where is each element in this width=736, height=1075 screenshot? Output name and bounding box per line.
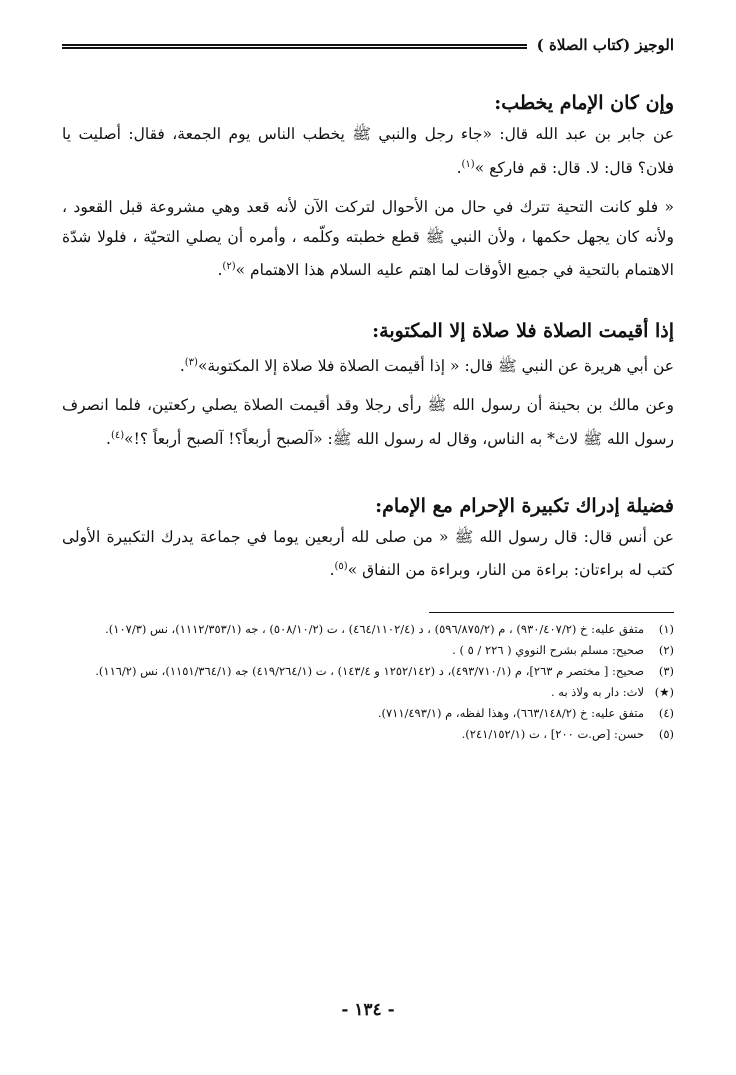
footnote-number: (٣) xyxy=(658,663,674,678)
footnote xyxy=(62,724,674,745)
footnote-ref: (١) xyxy=(461,158,475,170)
running-head xyxy=(62,30,674,60)
footnote-number: (٢) xyxy=(658,642,674,657)
footnote-text: متفق عليه: خ (٩٣٠/٤٠٧/٢) ، م (٥٩٦/٨٧٥/٢) ، د (٤٦٤/١١٠٢/٤) ، ت (٥٠٨/١٠/٢) ، جه (١١١٢/٣٥٣/١)، نس (١٠٧/٣). xyxy=(105,621,644,636)
footnote xyxy=(62,640,674,661)
footnote-ref: (٣) xyxy=(184,356,198,368)
footnotes xyxy=(62,619,674,745)
paragraph-text: عن أبي هريرة عن النبي ﷺ قال: « إذا أقيمت الصلاة فلا صلاة إلا المكتوبة» xyxy=(197,356,674,375)
footnote-text: لاث: دار به ولاذ به . xyxy=(550,684,644,699)
hadith-paragraph: عن أنس قال: قال رسول الله ﷺ « من صلى لله أربعين يوما في جماعة يدرك التكبيرة الأولى كتب له براءتان: براءة من النار، وبراءة من النفاق »$^{(٥)}$. xyxy=(62,527,674,580)
footnote xyxy=(62,703,674,724)
footnote-text: صحيح: مسلم بشرح النووي ( ٢٢٦ / ٥ ) . xyxy=(452,642,644,657)
section-title: فضيلة إدراك تكبيرة الإحرام مع الإمام: xyxy=(375,494,674,517)
header-rule xyxy=(62,44,527,49)
footnote-text: متفق عليه: خ (٦٦٣/١٤٨/٢)، وهذا لفظه، م (٧١١/٤٩٣/١). xyxy=(377,705,644,720)
paragraph-text: عن أنس قال: قال رسول الله ﷺ « من صلى لله أربعين يوما في جماعة يدرك التكبيرة الأولى كتب له براءتان: براءة من النار، وبراءة من النفاق » xyxy=(62,527,674,580)
footnote-rule xyxy=(429,612,674,613)
page-number: - ١٣٤ - xyxy=(341,1000,395,1020)
paragraph-text: عن جابر بن عبد الله قال: «جاء رجل والنبي ﷺ يخطب الناس يوم الجمعة، فقال: أصليت يا فلان؟ قال: لا. قال: قم فاركع » xyxy=(62,125,674,177)
paragraph-text: وعن مالك بن بحينة أن رسول الله ﷺ رأى رجلا وقد أقيمت الصلاة يصلي ركعتين، فلما انصرف رسول الله ﷺ لاث* به الناس، وقال له رسول الله ﷺ: «آلصبح أربعاً؟! آلصبح أربعاً ؟!» xyxy=(62,396,674,449)
hadith-paragraph: عن أبي هريرة عن النبي ﷺ قال: « إذا أقيمت الصلاة فلا صلاة إلا المكتوبة»$^{(٣)}$. xyxy=(179,356,674,375)
footnote-number: (٥) xyxy=(658,726,674,741)
footnote xyxy=(62,661,674,682)
section-title: إذا أقيمت الصلاة فلا صلاة إلا المكتوبة: xyxy=(372,319,674,342)
section-title: وإن كان الإمام يخطب: xyxy=(494,92,674,114)
hadith-paragraph: عن جابر بن عبد الله قال: «جاء رجل والنبي ﷺ يخطب الناس يوم الجمعة، فقال: أصليت يا فلان؟ قال: لا. قال: قم فاركع »$^{(١)}$. xyxy=(62,125,674,177)
book-page xyxy=(62,30,674,1045)
footnote-number: (٤) xyxy=(658,705,674,720)
footnote-ref: (٤) xyxy=(110,429,125,441)
commentary-paragraph: « فلو كانت التحية تترك في حال من الأحوال لتركت الآن لأنه قعد وهي مشروعة قبل القعود ، ولأنه كان يجهل حكمها ، ولأن النبي ﷺ قطع خطبته وكلّمه ، وأمره أن يصلي التحيّة ، فلولا شدّة الاهتمام بالتحية في جميع الأوقات لما اهتم عليه السلام هذا الاهتمام »$^{(٢)}$. xyxy=(62,198,674,280)
footnote xyxy=(62,682,674,703)
footnote-text: صحيح: [ مختصر م ٢٦٣]، م (٤٩٣/٧١٠/١)، د (١٢٥٢/١٤٢ و ١٤٣/٤) ، ت (٤١٩/٢٦٤/١) جه (١١٥١/٣٦٤/١)، نس (١١٦/٢). xyxy=(95,663,644,678)
paragraph-text: « فلو كانت التحية تترك في حال من الأحوال لتركت الآن لأنه قعد وهي مشروعة قبل القعود ، ولأنه كان يجهل حكمها ، ولأن النبي ﷺ قطع خطبته وكلّمه ، وأمره أن يصلي التحيّة ، فلولا شدّة الاهتمام بالتحية في جميع الأوقات لما اهتم عليه السلام هذا الاهتمام » xyxy=(62,198,674,280)
footnote-number: (★) xyxy=(654,684,674,699)
footnote-ref: (٥) xyxy=(334,561,348,573)
footnote-number: (١) xyxy=(658,621,674,636)
footnote xyxy=(62,619,674,640)
footnote-ref: (٢) xyxy=(222,261,236,273)
footnote-text: حسن: [ص.ت ٢٠٠] ، ت (٢٤١/١٥٢/١). xyxy=(461,726,644,741)
running-title: الوجيز (كتاب الصلاة ) xyxy=(536,36,674,54)
hadith-paragraph: وعن مالك بن بحينة أن رسول الله ﷺ رأى رجلا وقد أقيمت الصلاة يصلي ركعتين، فلما انصرف رسول الله ﷺ لاث* به الناس، وقال له رسول الله ﷺ: «آلصبح أربعاً؟! آلصبح أربعاً ؟!»$^{(٤)}$. xyxy=(62,396,674,449)
